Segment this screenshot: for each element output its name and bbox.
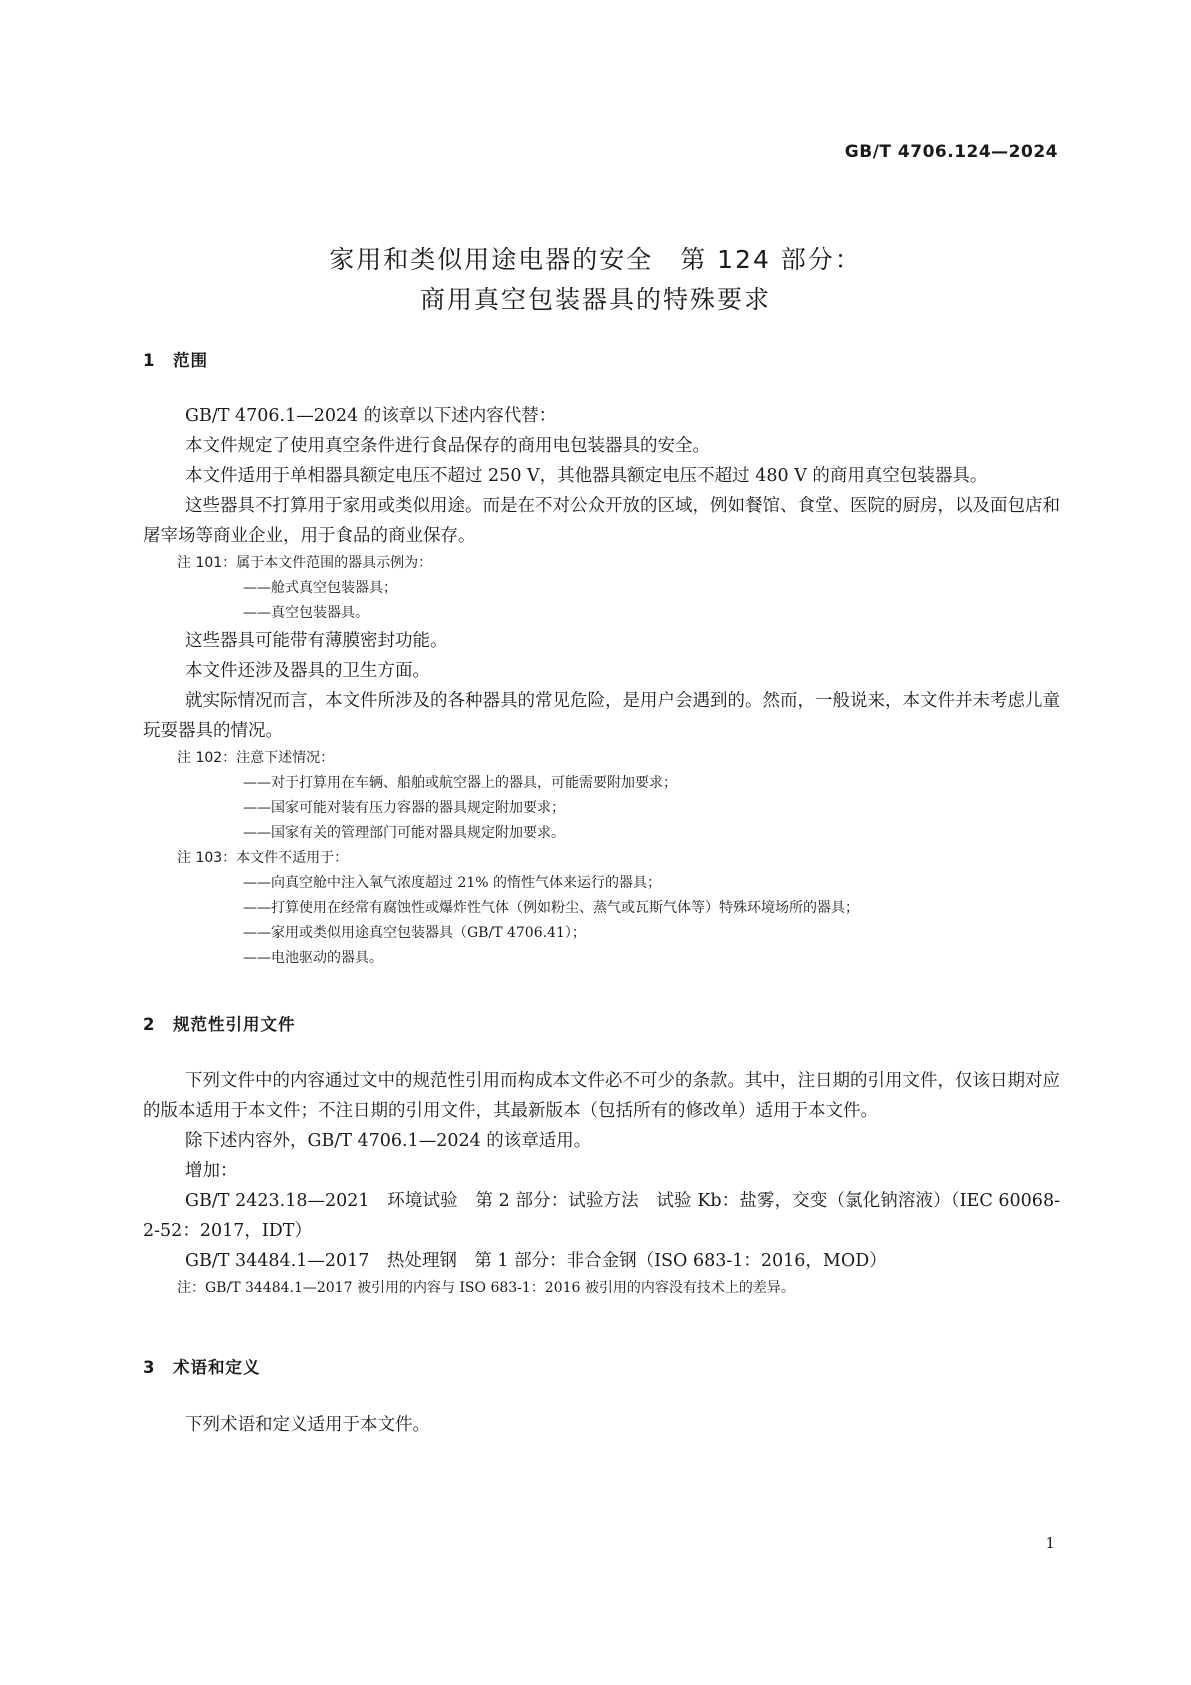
paragraph: 这些器具可能带有薄膜密封功能。 (185, 631, 448, 651)
note-label: 注： (177, 1280, 205, 1296)
note-text: 注意下述情况： (236, 750, 335, 766)
section-number: 2 (143, 1015, 156, 1034)
page-number: 1 (1045, 1534, 1055, 1552)
note (143, 1276, 1060, 1301)
paragraph: 本文件还涉及器具的卫生方面。 (185, 661, 430, 681)
paragraph: 增加： (185, 1161, 238, 1181)
reference-entry: GB/T 34484.1—2017 热处理钢 第 1 部分：非合金钢（ISO 683-1：2016，MOD） (185, 1251, 887, 1271)
note-label: 注 101： (177, 555, 237, 571)
note-text: GB/T 34484.1—2017 被引用的内容与 ISO 683-1：2016 被引用的内容没有技术上的差异。 (205, 1280, 795, 1296)
section-title: 范围 (173, 351, 208, 370)
paragraph: 下列术语和定义适用于本文件。 (185, 1415, 430, 1435)
section-3-body (143, 1410, 1060, 1440)
section-3-heading (143, 1354, 261, 1378)
note-list-item: ——国家可能对装有压力容器的器具规定附加要求； (243, 800, 565, 816)
reference-entry: GB/T 2423.18—2021 环境试验 第 2 部分：试验方法 试验 Kb：盐雾，交变（氯化钠溶液）（IEC 60068-2-52：2017，IDT） (143, 1191, 1060, 1241)
note-list-item: ——对于打算用在车辆、船舶或航空器上的器具，可能需要附加要求； (243, 775, 677, 791)
section-title: 规范性引用文件 (173, 1015, 296, 1034)
note-102 (143, 746, 1060, 771)
note-list-item: ——真空包装器具。 (243, 605, 369, 621)
note-list-item: ——家用或类似用途真空包装器具（GB/T 4706.41）； (243, 925, 586, 941)
paragraph: GB/T 4706.1—2024 的该章以下述内容代替： (185, 406, 557, 426)
section-2-heading (143, 1011, 296, 1035)
paragraph: 本文件规定了使用真空条件进行食品保存的商用电包装器具的安全。 (185, 436, 710, 456)
note-label: 注 103： (177, 850, 237, 866)
section-number: 3 (143, 1358, 156, 1377)
note-103 (143, 846, 1060, 871)
note-text: 本文件不适用于： (236, 850, 349, 866)
paragraph: 就实际情况而言，本文件所涉及的各种器具的常见危险，是用户会遇到的。然而，一般说来，本文件并未考虑儿童玩耍器具的情况。 (143, 691, 1060, 741)
paragraph: 下列文件中的内容通过文中的规范性引用而构成本文件必不可少的条款。其中，注日期的引用文件，仅该日期对应的版本适用于本文件；不注日期的引用文件，其最新版本（包括所有的修改单）适用于本文件。 (143, 1071, 1060, 1121)
note-list-item: ——舱式真空包装器具； (243, 580, 397, 596)
note-text: 属于本文件范围的器具示例为： (236, 555, 433, 571)
section-title: 术语和定义 (173, 1358, 261, 1377)
paragraph: 除下述内容外，GB/T 4706.1—2024 的该章适用。 (185, 1131, 592, 1151)
document-title-line1: 家用和类似用途电器的安全 第 124 部分： (329, 245, 862, 274)
section-2-body (143, 1066, 1060, 1301)
note-list-item: ——电池驱动的器具。 (243, 950, 383, 966)
paragraph: 这些器具不打算用于家用或类似用途。而是在不对公众开放的区域，例如餐馆、食堂、医院的厨房，以及面包店和屠宰场等商业企业，用于食品的商业保存。 (143, 496, 1060, 546)
section-number: 1 (143, 351, 156, 370)
document-title-line2: 商用真空包装器具的特殊要求 (419, 285, 771, 314)
note-list-item: ——向真空舱中注入氧气浓度超过 21% 的惰性气体来运行的器具； (243, 875, 662, 891)
note-list-item: ——打算使用在经常有腐蚀性或爆炸性气体（例如粉尘、蒸气或瓦斯气体等）特殊环境场所的器具； (243, 900, 859, 916)
standard-code: GB/T 4706.124—2024 (844, 142, 1058, 162)
section-1-heading (143, 347, 208, 371)
note-101 (143, 551, 1060, 576)
paragraph: 本文件适用于单相器具额定电压不超过 250 V，其他器具额定电压不超过 480 V 的商用真空包装器具。 (185, 466, 988, 486)
note-label: 注 102： (177, 750, 237, 766)
section-1-body (143, 401, 1060, 971)
note-list-item: ——国家有关的管理部门可能对器具规定附加要求。 (243, 825, 565, 841)
